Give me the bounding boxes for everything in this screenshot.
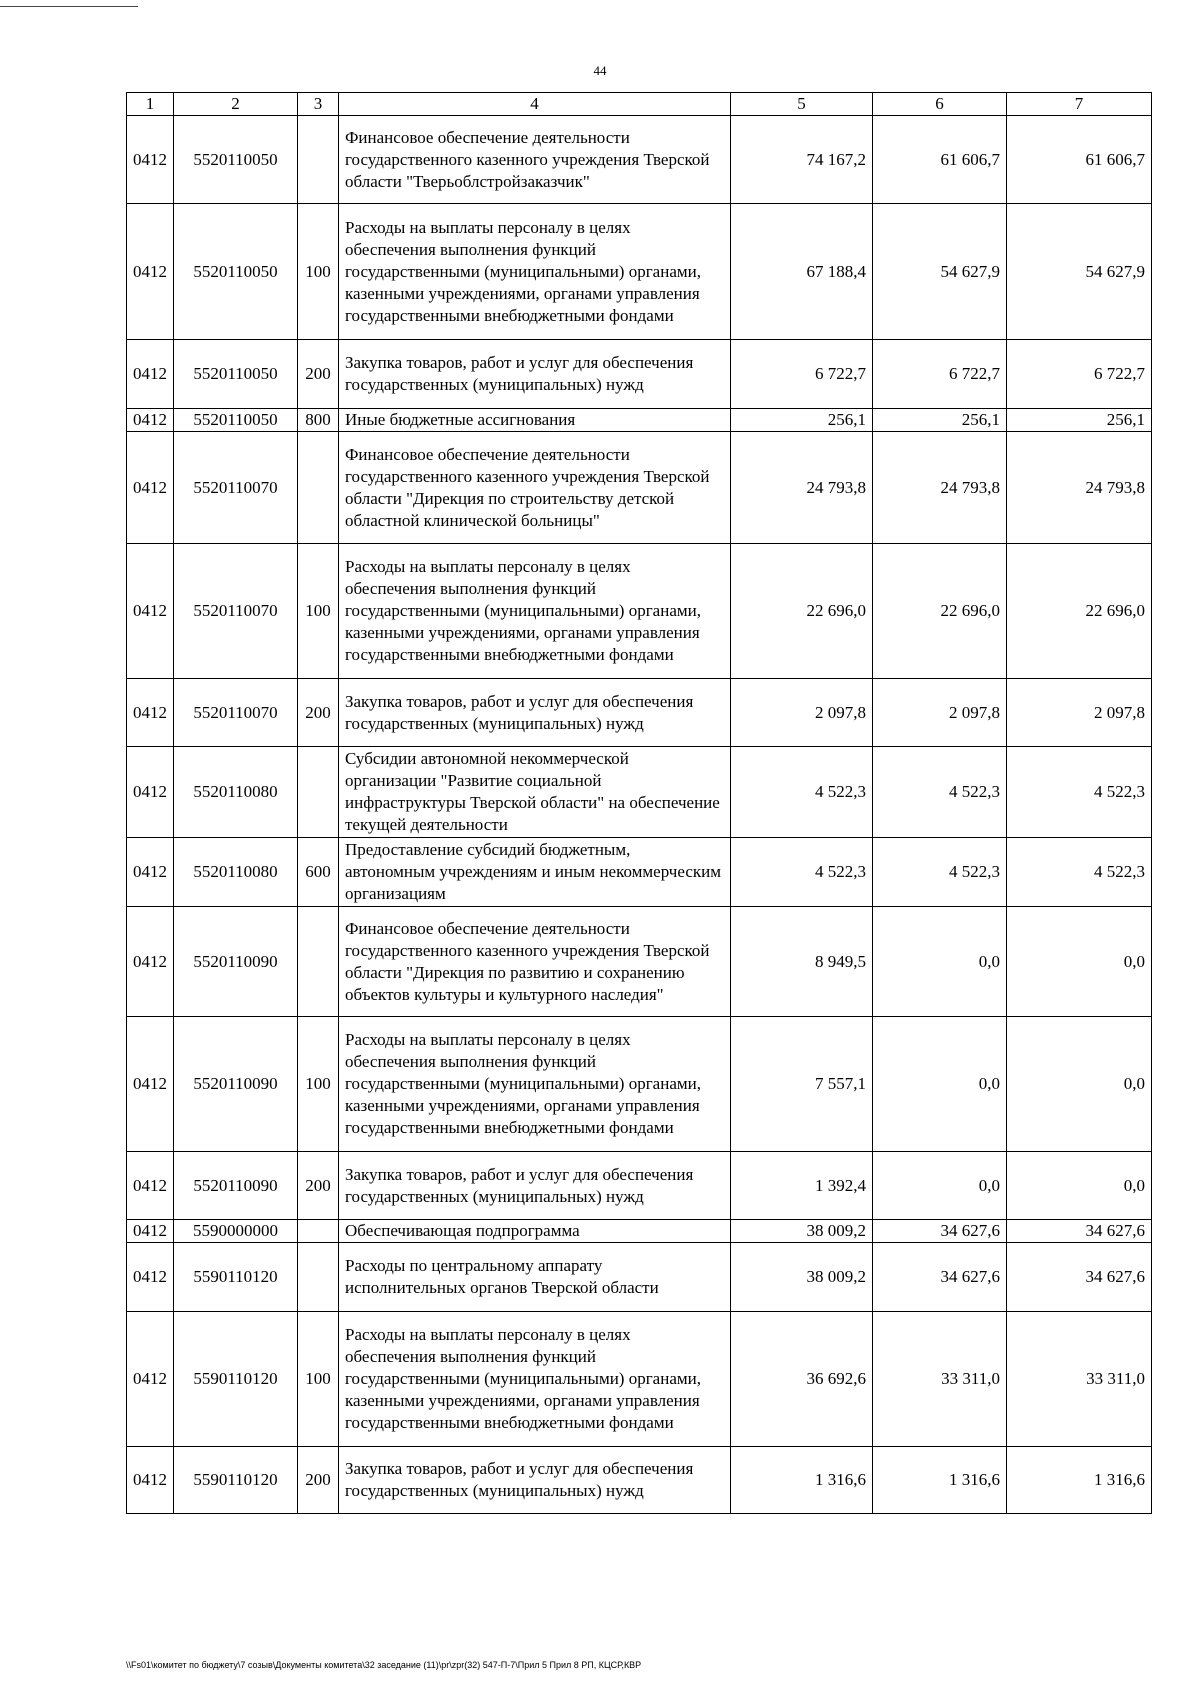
amount-col6-cell: 33 311,0 bbox=[873, 1312, 1007, 1447]
section-code-cell: 0412 bbox=[127, 838, 174, 907]
expense-type-cell: 100 bbox=[298, 204, 339, 340]
amount-col5-cell: 22 696,0 bbox=[731, 544, 873, 679]
amount-col7-cell: 22 696,0 bbox=[1007, 544, 1152, 679]
amount-col7-cell: 0,0 bbox=[1007, 1152, 1152, 1220]
column-header: 5 bbox=[731, 93, 873, 116]
expense-type-cell bbox=[298, 747, 339, 838]
amount-col7-cell: 34 627,6 bbox=[1007, 1243, 1152, 1312]
amount-col5-cell: 38 009,2 bbox=[731, 1243, 873, 1312]
item-name-cell: Закупка товаров, работ и услуг для обеспечения государственных (муниципальных) нужд bbox=[339, 1447, 731, 1514]
table-row bbox=[127, 1152, 1152, 1220]
amount-col7-cell: 4 522,3 bbox=[1007, 838, 1152, 907]
section-code-cell: 0412 bbox=[127, 340, 174, 409]
section-code-cell: 0412 bbox=[127, 1243, 174, 1312]
amount-col6-cell: 0,0 bbox=[873, 1017, 1007, 1152]
section-code-cell: 0412 bbox=[127, 1152, 174, 1220]
table-row bbox=[127, 340, 1152, 409]
expense-type-cell bbox=[298, 116, 339, 204]
amount-col5-cell: 1 316,6 bbox=[731, 1447, 873, 1514]
amount-col6-cell: 54 627,9 bbox=[873, 204, 1007, 340]
amount-col5-cell: 8 949,5 bbox=[731, 907, 873, 1017]
amount-col5-cell: 2 097,8 bbox=[731, 679, 873, 747]
amount-col6-cell: 34 627,6 bbox=[873, 1243, 1007, 1312]
target-code-cell: 5590110120 bbox=[174, 1447, 298, 1514]
table-row bbox=[127, 679, 1152, 747]
amount-col5-cell: 67 188,4 bbox=[731, 204, 873, 340]
column-header: 2 bbox=[174, 93, 298, 116]
file-path-footer: \\Fs01\комитет по бюджету\7 созыв\Документы комитета\32 заседание (11)\pr\zpr(32) 547-П-7\Прил 5 Прил 8 РП, КЦСР,КВР bbox=[126, 1660, 642, 1670]
section-code-cell: 0412 bbox=[127, 1017, 174, 1152]
amount-col6-cell: 24 793,8 bbox=[873, 432, 1007, 544]
target-code-cell: 5590000000 bbox=[174, 1220, 298, 1243]
target-code-cell: 5520110080 bbox=[174, 838, 298, 907]
amount-col6-cell: 256,1 bbox=[873, 409, 1007, 432]
column-header: 6 bbox=[873, 93, 1007, 116]
table-row bbox=[127, 204, 1152, 340]
expense-type-cell bbox=[298, 1243, 339, 1312]
section-code-cell: 0412 bbox=[127, 907, 174, 1017]
amount-col7-cell: 33 311,0 bbox=[1007, 1312, 1152, 1447]
item-name-cell: Финансовое обеспечение деятельности государственного казенного учреждения Тверской области "Дирекция по строительству детской областной клинической больницы" bbox=[339, 432, 731, 544]
expense-type-cell bbox=[298, 907, 339, 1017]
amount-col7-cell: 1 316,6 bbox=[1007, 1447, 1152, 1514]
expense-type-cell: 200 bbox=[298, 340, 339, 409]
table-row bbox=[127, 544, 1152, 679]
item-name-cell: Субсидии автономной некоммерческой организации "Развитие социальной инфраструктуры Тверской области" на обеспечение текущей деятельности bbox=[339, 747, 731, 838]
table-row bbox=[127, 1220, 1152, 1243]
target-code-cell: 5590110120 bbox=[174, 1312, 298, 1447]
item-name-cell: Расходы на выплаты персоналу в целях обеспечения выполнения функций государственными (муниципальными) органами, казенными учреждениями, органами управления государственными внебюджетными фондами bbox=[339, 1312, 731, 1447]
column-header: 4 bbox=[339, 93, 731, 116]
section-code-cell: 0412 bbox=[127, 679, 174, 747]
amount-col7-cell: 24 793,8 bbox=[1007, 432, 1152, 544]
amount-col5-cell: 6 722,7 bbox=[731, 340, 873, 409]
amount-col5-cell: 38 009,2 bbox=[731, 1220, 873, 1243]
expense-type-cell bbox=[298, 1220, 339, 1243]
amount-col7-cell: 0,0 bbox=[1007, 907, 1152, 1017]
amount-col6-cell: 0,0 bbox=[873, 907, 1007, 1017]
amount-col6-cell: 61 606,7 bbox=[873, 116, 1007, 204]
item-name-cell: Расходы на выплаты персоналу в целях обеспечения выполнения функций государственными (муниципальными) органами, казенными учреждениями, органами управления государственными внебюджетными фондами bbox=[339, 204, 731, 340]
amount-col7-cell: 34 627,6 bbox=[1007, 1220, 1152, 1243]
item-name-cell: Финансовое обеспечение деятельности государственного казенного учреждения Тверской области "Тверьоблстройзаказчик" bbox=[339, 116, 731, 204]
target-code-cell: 5520110090 bbox=[174, 907, 298, 1017]
item-name-cell: Иные бюджетные ассигнования bbox=[339, 409, 731, 432]
amount-col7-cell: 2 097,8 bbox=[1007, 679, 1152, 747]
target-code-cell: 5520110050 bbox=[174, 409, 298, 432]
table-body bbox=[127, 116, 1152, 1514]
amount-col5-cell: 4 522,3 bbox=[731, 838, 873, 907]
section-code-cell: 0412 bbox=[127, 409, 174, 432]
amount-col6-cell: 4 522,3 bbox=[873, 838, 1007, 907]
section-code-cell: 0412 bbox=[127, 1312, 174, 1447]
target-code-cell: 5520110050 bbox=[174, 340, 298, 409]
amount-col7-cell: 0,0 bbox=[1007, 1017, 1152, 1152]
top-rule bbox=[0, 6, 138, 7]
table-row bbox=[127, 838, 1152, 907]
column-header: 1 bbox=[127, 93, 174, 116]
section-code-cell: 0412 bbox=[127, 747, 174, 838]
amount-col5-cell: 36 692,6 bbox=[731, 1312, 873, 1447]
section-code-cell: 0412 bbox=[127, 432, 174, 544]
amount-col6-cell: 2 097,8 bbox=[873, 679, 1007, 747]
column-header: 3 bbox=[298, 93, 339, 116]
amount-col6-cell: 1 316,6 bbox=[873, 1447, 1007, 1514]
amount-col5-cell: 256,1 bbox=[731, 409, 873, 432]
item-name-cell: Расходы по центральному аппарату исполнительных органов Тверской области bbox=[339, 1243, 731, 1312]
expense-type-cell: 800 bbox=[298, 409, 339, 432]
section-code-cell: 0412 bbox=[127, 1447, 174, 1514]
table-row bbox=[127, 432, 1152, 544]
table-row bbox=[127, 116, 1152, 204]
amount-col5-cell: 7 557,1 bbox=[731, 1017, 873, 1152]
table-row bbox=[127, 1243, 1152, 1312]
target-code-cell: 5520110080 bbox=[174, 747, 298, 838]
expense-type-cell bbox=[298, 432, 339, 544]
amount-col5-cell: 4 522,3 bbox=[731, 747, 873, 838]
expense-type-cell: 600 bbox=[298, 838, 339, 907]
amount-col7-cell: 4 522,3 bbox=[1007, 747, 1152, 838]
amount-col6-cell: 6 722,7 bbox=[873, 340, 1007, 409]
amount-col5-cell: 24 793,8 bbox=[731, 432, 873, 544]
expense-type-cell: 100 bbox=[298, 544, 339, 679]
item-name-cell: Расходы на выплаты персоналу в целях обеспечения выполнения функций государственными (муниципальными) органами, казенными учреждениями, органами управления государственными внебюджетными фондами bbox=[339, 1017, 731, 1152]
item-name-cell: Обеспечивающая подпрограмма bbox=[339, 1220, 731, 1243]
target-code-cell: 5520110090 bbox=[174, 1017, 298, 1152]
target-code-cell: 5590110120 bbox=[174, 1243, 298, 1312]
table-row bbox=[127, 1447, 1152, 1514]
amount-col5-cell: 1 392,4 bbox=[731, 1152, 873, 1220]
amount-col6-cell: 0,0 bbox=[873, 1152, 1007, 1220]
item-name-cell: Закупка товаров, работ и услуг для обеспечения государственных (муниципальных) нужд bbox=[339, 679, 731, 747]
item-name-cell: Расходы на выплаты персоналу в целях обеспечения выполнения функций государственными (муниципальными) органами, казенными учреждениями, органами управления государственными внебюджетными фондами bbox=[339, 544, 731, 679]
expense-type-cell: 100 bbox=[298, 1017, 339, 1152]
target-code-cell: 5520110070 bbox=[174, 544, 298, 679]
expense-type-cell: 200 bbox=[298, 1447, 339, 1514]
expense-type-cell: 200 bbox=[298, 679, 339, 747]
amount-col7-cell: 54 627,9 bbox=[1007, 204, 1152, 340]
amount-col7-cell: 6 722,7 bbox=[1007, 340, 1152, 409]
section-code-cell: 0412 bbox=[127, 1220, 174, 1243]
expense-type-cell: 200 bbox=[298, 1152, 339, 1220]
target-code-cell: 5520110090 bbox=[174, 1152, 298, 1220]
target-code-cell: 5520110050 bbox=[174, 204, 298, 340]
amount-col6-cell: 34 627,6 bbox=[873, 1220, 1007, 1243]
amount-col6-cell: 22 696,0 bbox=[873, 544, 1007, 679]
item-name-cell: Закупка товаров, работ и услуг для обеспечения государственных (муниципальных) нужд bbox=[339, 340, 731, 409]
budget-table bbox=[126, 92, 1152, 1514]
table-row bbox=[127, 409, 1152, 432]
amount-col5-cell: 74 167,2 bbox=[731, 116, 873, 204]
table-row bbox=[127, 1017, 1152, 1152]
table-row bbox=[127, 747, 1152, 838]
item-name-cell: Предоставление субсидий бюджетным, автономным учреждениям и иным некоммерческим организациям bbox=[339, 838, 731, 907]
column-header: 7 bbox=[1007, 93, 1152, 116]
target-code-cell: 5520110050 bbox=[174, 116, 298, 204]
page-number: 44 bbox=[593, 63, 607, 78]
target-code-cell: 5520110070 bbox=[174, 432, 298, 544]
section-code-cell: 0412 bbox=[127, 544, 174, 679]
table-row bbox=[127, 907, 1152, 1017]
section-code-cell: 0412 bbox=[127, 204, 174, 340]
section-code-cell: 0412 bbox=[127, 116, 174, 204]
amount-col7-cell: 256,1 bbox=[1007, 409, 1152, 432]
column-number-row bbox=[127, 93, 1152, 116]
amount-col7-cell: 61 606,7 bbox=[1007, 116, 1152, 204]
target-code-cell: 5520110070 bbox=[174, 679, 298, 747]
amount-col6-cell: 4 522,3 bbox=[873, 747, 1007, 838]
expense-type-cell: 100 bbox=[298, 1312, 339, 1447]
item-name-cell: Закупка товаров, работ и услуг для обеспечения государственных (муниципальных) нужд bbox=[339, 1152, 731, 1220]
item-name-cell: Финансовое обеспечение деятельности государственного казенного учреждения Тверской области "Дирекция по развитию и сохранению объектов культуры и культурного наследия" bbox=[339, 907, 731, 1017]
table-row bbox=[127, 1312, 1152, 1447]
